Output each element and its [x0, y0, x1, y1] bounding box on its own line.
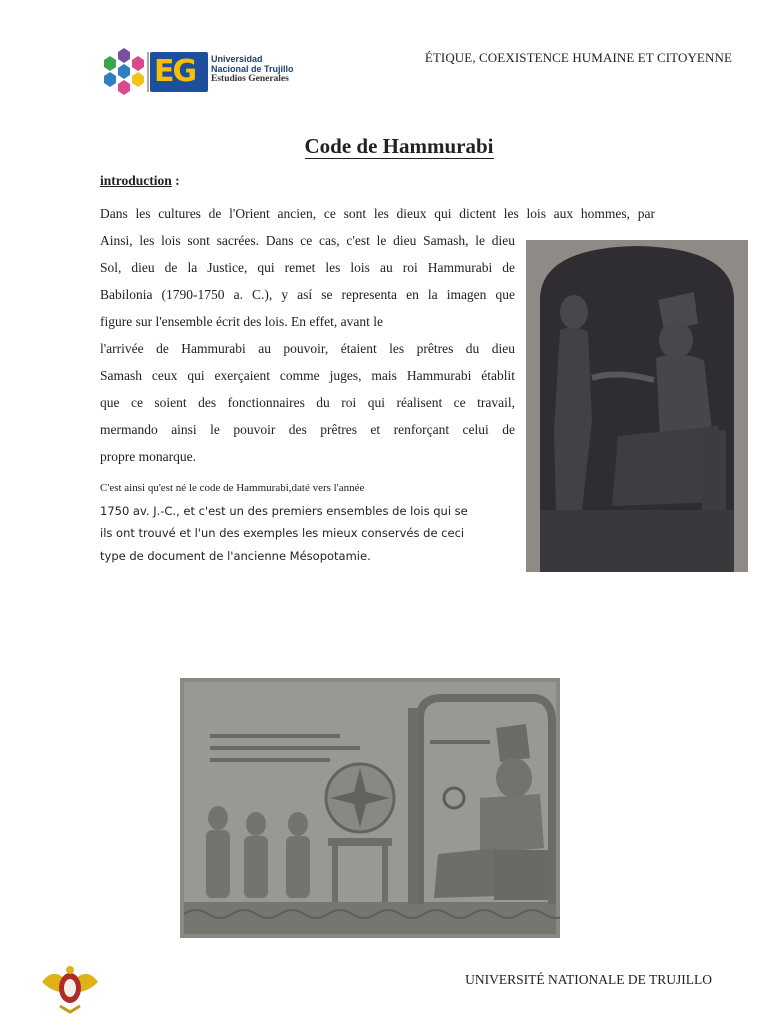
university-logo: [90, 46, 315, 96]
hammurabi-stele-image: [526, 240, 748, 572]
footer-university: UNIVERSITÉ NATIONALE DE TRUJILLO: [465, 972, 712, 987]
p1-line: propre monarque.: [100, 449, 196, 464]
p2-line: type de document de l'ancienne Mésopotamie.: [100, 548, 371, 563]
shamash-relief-image: [180, 678, 560, 938]
course-title: ÉTIQUE, COEXISTENCE HUMAINE ET CITOYENNE: [424, 50, 732, 65]
logo-line-1: Universidad: [211, 54, 263, 64]
p2-line: ils ont trouvé et l'un des exemples les mieux conservés de ceci: [100, 526, 465, 540]
p1-line: Sol, dieu de la Justice, qui remet les lois au roi Hammurabi de: [100, 260, 515, 275]
p2-line: C'est ainsi qu'est né le code de Hammurabi,daté vers l'année: [100, 482, 365, 494]
logo-line-2: Nacional de Trujillo: [211, 64, 294, 74]
p1-line: que ce soient des fonctionnaires du roi qui réalisent ce travail,: [100, 395, 515, 410]
p1-line: mermando ainsi le pouvoir des prêtres et renforçant celui de: [100, 422, 515, 437]
intro-label: introduction: [100, 173, 172, 188]
p1-line: Babilonia (1790-1750 a. C.), y así se representa en la imagen que: [100, 287, 515, 302]
university-emblem-icon: [38, 962, 102, 1014]
eg-badge-text: EG: [154, 54, 196, 89]
p1-line: l'arrivée de Hammurabi au pouvoir, étaient les prêtres du dieu: [100, 341, 515, 356]
p1-line: Samash ceux qui exerçaient comme juges, mais Hammurabi établit: [100, 368, 515, 383]
page-title: Code de Hammurabi: [304, 134, 494, 158]
p1-line: figure sur l'ensemble écrit des lois. En effet, avant le: [100, 314, 383, 329]
paragraph-2: [100, 477, 510, 567]
p1-line: Ainsi, les lois sont sacrées. Dans ce cas, c'est le dieu Samash, le dieu: [100, 233, 515, 248]
p1-line: Dans les cultures de l'Orient ancien, ce sont les dieux qui dictent les lois aux hommes, par: [100, 206, 655, 221]
p2-line: 1750 av. J.-C., et c'est un des premiers ensembles de lois qui se: [100, 503, 468, 518]
eg-badge: [150, 52, 208, 92]
logo-line-3: Estudios Generales: [211, 74, 289, 84]
intro-heading: introduction :: [100, 173, 180, 188]
